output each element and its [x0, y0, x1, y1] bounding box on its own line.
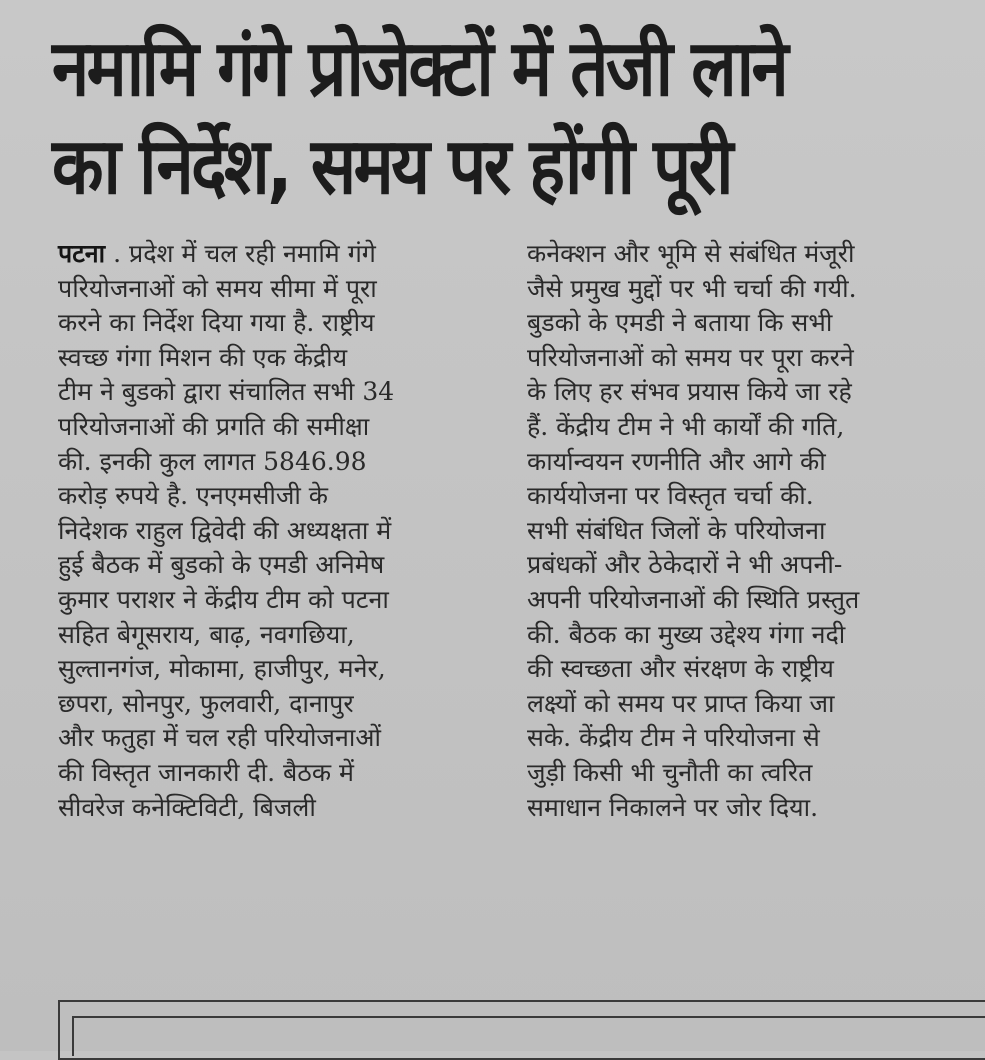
- article-line-text: . प्रदेश में चल रही नमामि गंगे: [105, 239, 376, 268]
- article-line: कार्यान्वयन रणनीति और आगे की: [527, 446, 826, 476]
- article-line: परियोजनाओं की प्रगति की समीक्षा: [58, 411, 370, 441]
- article-column-right: [527, 237, 969, 825]
- article-column-left: [58, 237, 502, 825]
- article-line: की स्वच्छता और संरक्षण के राष्ट्रीय: [527, 654, 834, 684]
- article-line: सहित बेगूसराय, बाढ़, नवगछिया,: [58, 619, 355, 649]
- article-line: प्रबंधकों और ठेकेदारों ने भी अपनी-: [527, 550, 843, 580]
- headline: [52, 20, 843, 216]
- article-line: के लिए हर संभव प्रयास किये जा रहे: [527, 377, 852, 407]
- next-article-inner-border: [72, 1016, 985, 1056]
- article-line: छपरा, सोनपुर, फुलवारी, दानापुर: [58, 688, 354, 718]
- article-line: कनेक्शन और भूमि से संबंधित मंजूरी: [527, 239, 855, 268]
- article-line: स्वच्छ गंगा मिशन की एक केंद्रीय: [58, 342, 348, 372]
- article-line: सके. केंद्रीय टीम ने परियोजना से: [527, 723, 820, 753]
- article-line: सभी संबंधित जिलों के परियोजना: [527, 515, 826, 545]
- article-line: अपनी परियोजनाओं की स्थिति प्रस्तुत: [527, 584, 860, 614]
- article-line: हैं. केंद्रीय टीम ने भी कार्यों की गति,: [527, 411, 845, 441]
- article-line: जुड़ी किसी भी चुनौती का त्वरित: [527, 757, 813, 787]
- article-line: की विस्तृत जानकारी दी. बैठक में: [58, 757, 354, 787]
- article-line: कुमार पराशर ने केंद्रीय टीम को पटना: [58, 584, 389, 614]
- article-line: [58, 237, 502, 272]
- article-line: हुई बैठक में बुडको के एमडी अनिमेष: [58, 550, 385, 580]
- headline-line-2: का निर्देश, समय पर होंगी पूरी: [52, 122, 731, 212]
- dateline: पटना: [58, 239, 106, 268]
- article-line: सुल्तानगंज, मोकामा, हाजीपुर, मनेर,: [58, 654, 386, 684]
- article-line: जैसे प्रमुख मुद्दों पर भी चर्चा की गयी.: [527, 273, 857, 303]
- headline-line-1: नमामि गंगे प्रोजेक्टों में तेजी लाने: [52, 24, 787, 114]
- article-line: करोड़ रुपये है. एनएमसीजी के: [58, 481, 329, 511]
- article-line: करने का निर्देश दिया गया है. राष्ट्रीय: [58, 308, 375, 338]
- article-line: की. इनकी कुल लागत 5846.98: [58, 446, 367, 476]
- article-line: निदेशक राहुल द्विवेदी की अध्यक्षता में: [58, 515, 392, 545]
- article-line: और फतुहा में चल रही परियोजनाओं: [58, 723, 381, 753]
- article-line: परियोजनाओं को समय पर पूरा करने: [527, 342, 854, 372]
- article-line: बुडको के एमडी ने बताया कि सभी: [527, 308, 833, 338]
- article-line: समाधान निकालने पर जोर दिया.: [527, 792, 819, 822]
- article-line: कार्ययोजना पर विस्तृत चर्चा की.: [527, 481, 814, 511]
- article-line: सीवरेज कनेक्टिविटी, बिजली: [58, 792, 316, 822]
- article-line: टीम ने बुडको द्वारा संचालित सभी 34: [58, 377, 395, 407]
- article-line: की. बैठक का मुख्य उद्देश्य गंगा नदी: [527, 619, 846, 649]
- article-line: लक्ष्यों को समय पर प्राप्त किया जा: [527, 688, 835, 718]
- article-line: परियोजनाओं को समय सीमा में पूरा: [58, 273, 377, 303]
